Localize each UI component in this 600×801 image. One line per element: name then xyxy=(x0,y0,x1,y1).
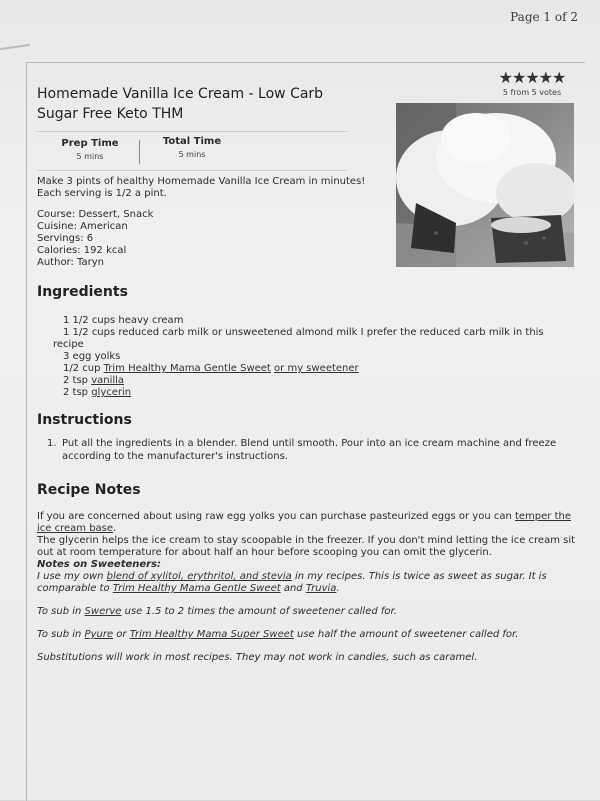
ice-cream-image xyxy=(396,103,574,267)
ingredient-item: 1 1/2 cups reduced carb milk or unsweetened almond milk I prefer the reduced carb milk in this xyxy=(63,327,544,338)
sweetener-note xyxy=(37,606,582,618)
note-text: or xyxy=(113,629,130,640)
ingredient-item: 3 egg yolks xyxy=(63,351,121,362)
note-text: in my recipes. This is twice as sweet as sugar. It is comparable to xyxy=(37,571,547,594)
note-text: To sub in xyxy=(37,606,85,617)
note-paragraph: The glycerin helps the ice cream to stay scoopable in the freezer. If you don't mind letting the ice cream sit out at room temperature for about half an hour before scooping you can omit the glycerin. xyxy=(37,535,576,558)
sweetener-note: Substitutions will work in most recipes. They may not work in candies, such as caramel. xyxy=(37,652,478,663)
instructions-heading: Instructions xyxy=(37,412,132,428)
divider xyxy=(37,131,347,132)
sweetener-note xyxy=(37,629,582,641)
gentle-sweet-link[interactable]: Trim Healthy Mama Gentle Sweet xyxy=(103,363,271,374)
gentle-sweet-link[interactable]: Trim Healthy Mama Gentle Sweet xyxy=(112,583,281,594)
step-number: 1. xyxy=(47,438,57,449)
recipe-notes-heading: Recipe Notes xyxy=(37,482,141,498)
author: Author: Taryn xyxy=(37,257,104,268)
ice-cream-photo xyxy=(396,103,574,267)
prep-time-label: Prep Time xyxy=(61,138,119,149)
ingredient-amount: 1/2 cup xyxy=(63,363,104,374)
calories: Calories: 192 kcal xyxy=(37,245,127,256)
course: Course: Dessert, Snack xyxy=(37,209,154,220)
swerve-link[interactable]: Swerve xyxy=(84,606,122,617)
vanilla-link[interactable]: vanilla xyxy=(91,375,125,386)
ingredient-item-continued: recipe xyxy=(53,339,84,350)
recipe-meta xyxy=(37,209,153,269)
recipe-summary: Make 3 pints of healthy Homemade Vanilla Ice Cream in minutes! Each serving is 1/2 a pint. xyxy=(37,176,366,199)
note-text: use half the amount of sweetener called for. xyxy=(293,629,519,640)
ingredient-item xyxy=(37,387,567,399)
note-text: use 1.5 to 2 times the amount of sweetener called for. xyxy=(121,606,397,617)
prep-time xyxy=(55,138,125,161)
page-number: Page 1 of 2 xyxy=(510,10,578,24)
pyure-link[interactable]: Pyure xyxy=(84,629,114,640)
rating-votes: 5 from 5 votes xyxy=(502,88,562,97)
servings: Servings: 6 xyxy=(37,233,94,244)
note-text: . xyxy=(113,523,117,534)
instruction-step: Put all the ingredients in a blender. Blend until smooth. Pour into an ice cream machine and freeze xyxy=(62,438,557,449)
ingredient-item xyxy=(37,363,567,375)
recipe-notes xyxy=(37,511,582,664)
ingredient-item: 1 1/2 cups heavy cream xyxy=(63,315,184,326)
ingredient-amount: 2 tsp xyxy=(63,387,92,398)
super-sweet-link[interactable]: Trim Healthy Mama Super Sweet xyxy=(129,629,294,640)
ingredient-amount: 2 tsp xyxy=(63,375,92,386)
recipe-rating xyxy=(496,70,568,97)
divider xyxy=(37,170,347,171)
ingredients-heading: Ingredients xyxy=(37,284,128,300)
sweetener-blend-link[interactable]: blend of xylitol, erythritol, and stevia xyxy=(106,571,292,582)
temper-link[interactable]: temper the ice cream base xyxy=(37,511,571,534)
total-time-value: 5 mins xyxy=(178,150,206,159)
note-text: . xyxy=(336,583,340,594)
my-sweetener-link[interactable]: or my sweetener xyxy=(274,363,359,374)
prep-time-value: 5 mins xyxy=(76,152,104,161)
truvia-link[interactable]: Truvia xyxy=(305,583,337,594)
note-text: and xyxy=(280,583,306,594)
glycerin-link[interactable]: glycerin xyxy=(91,387,132,398)
note-paragraph xyxy=(37,511,582,535)
ingredient-item xyxy=(37,375,567,387)
instructions-list xyxy=(37,437,577,463)
note-text: To sub in xyxy=(37,629,85,640)
ingredients-list xyxy=(37,315,567,399)
recipe-times xyxy=(37,136,347,170)
star-rating-icon: ★★★★★ xyxy=(498,68,566,87)
note-text: I use my own xyxy=(37,571,107,582)
note-text: If you are concerned about using raw egg yolks you can purchase pasteurized eggs or you can xyxy=(37,511,515,522)
instruction-step-continued: according to the manufacturer's instructions. xyxy=(62,451,288,462)
sweeteners-heading: Notes on Sweeteners: xyxy=(37,559,162,570)
recipe-title: Homemade Vanilla Ice Cream - Low Carb Sugar Free Keto THM xyxy=(37,86,324,122)
cuisine: Cuisine: American xyxy=(37,221,128,232)
total-time xyxy=(157,136,227,159)
time-divider xyxy=(139,140,140,164)
sweetener-note xyxy=(37,571,582,595)
total-time-label: Total Time xyxy=(162,136,222,147)
